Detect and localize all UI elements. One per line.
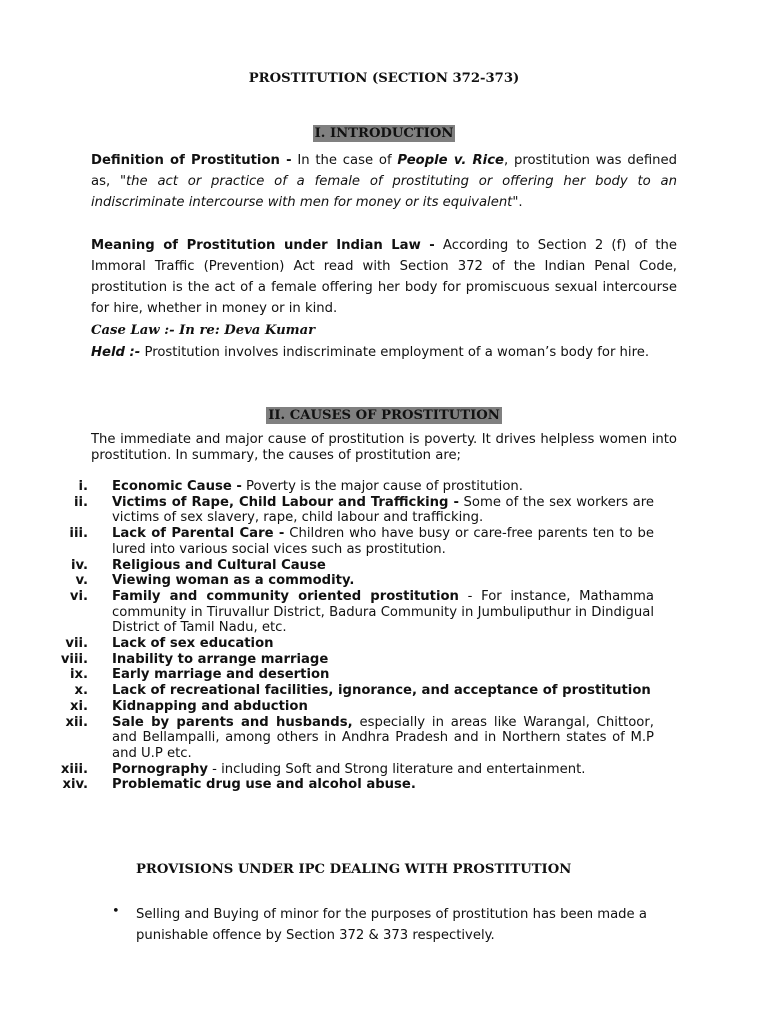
cause-title: Religious and Cultural Cause xyxy=(112,557,326,573)
cause-item xyxy=(0,652,768,668)
cause-title: Lack of sex education xyxy=(112,636,274,652)
section-heading-label: II. CAUSES OF PROSTITUTION xyxy=(268,408,500,423)
cause-number: viii. xyxy=(60,651,88,667)
cause-number: xi. xyxy=(69,698,88,714)
cause-title: Family and community oriented prostitution xyxy=(112,588,459,604)
cause-item xyxy=(0,777,768,793)
cause-number: vi. xyxy=(69,588,88,604)
causes-intro: The immediate and major cause of prostitution is poverty. It drives helpless women into prostitution. In summary, the causes of prostitution are; xyxy=(91,432,677,463)
held-text: Prostitution involves indiscriminate employment of a woman’s body for hire. xyxy=(140,345,650,360)
definition-mid: , prostitution was defined as, " xyxy=(91,153,677,189)
cause-number: x. xyxy=(74,683,88,699)
cause-title: Victims of Rape, Child Labour and Trafficking - xyxy=(112,494,459,510)
cause-item xyxy=(0,636,768,652)
cause-title: Viewing woman as a commodity. xyxy=(112,573,355,589)
case-name: People v. Rice xyxy=(397,153,504,168)
cause-title: Inability to arrange marriage xyxy=(112,651,329,667)
cause-title: Economic Cause - xyxy=(112,479,242,494)
definition-paragraph xyxy=(91,150,677,213)
provision-text: Selling and Buying of minor for the purposes of prostitution has been made a punishable offence by Section 372 & 373 respectively. xyxy=(136,907,647,943)
cause-number: iii. xyxy=(69,526,88,542)
cause-item xyxy=(0,573,768,589)
cause-number: xiii. xyxy=(60,761,88,777)
cause-item xyxy=(0,558,768,574)
cause-item xyxy=(0,589,768,636)
definition-quote: the act or practice of a female of prostituting or offering her body to an indiscriminate intercourse with men for money or its equivalent xyxy=(91,174,677,210)
definition-label: Definition of Prostitution - xyxy=(91,153,292,168)
held-paragraph xyxy=(91,342,677,363)
meaning-label: Meaning of Prostitution under Indian Law - xyxy=(91,238,435,253)
cause-text: - including Soft and Strong literature and entertainment. xyxy=(207,761,586,777)
causes-list xyxy=(0,479,768,793)
cause-text: Poverty is the major cause of prostitution. xyxy=(241,479,523,494)
cause-item xyxy=(0,683,768,699)
provision-bullet-item xyxy=(112,904,677,946)
cause-number: ix. xyxy=(69,667,88,683)
case-law-label: Case Law :- In re: Deva Kumar xyxy=(91,323,316,338)
cause-number: v. xyxy=(75,573,88,589)
ipc-provisions-heading: PROVISIONS UNDER IPC DEALING WITH PROSTITUTION xyxy=(136,862,572,877)
section-heading-label: I. INTRODUCTION xyxy=(314,126,454,141)
cause-item xyxy=(0,479,768,495)
section-heading-introduction xyxy=(0,126,768,141)
cause-text: especially in areas like Warangal, Chittoor, and Bellampalli, among others in Andhra Pradesh and in Northern states of M.P and U.P etc. xyxy=(112,714,654,761)
cause-title: Pornography xyxy=(112,761,208,777)
meaning-paragraph xyxy=(91,235,677,319)
document-title: PROSTITUTION (SECTION 372-373) xyxy=(248,71,520,86)
meaning-text: According to Section 2 (f) of the Immoral Traffic (Prevention) Act read with Section 372 of the Indian Penal Code, prostitution is the act of a female offering her body for promiscuous sexual intercourse for hire, whether in money or in kind. xyxy=(91,238,677,316)
cause-number: iv. xyxy=(70,557,88,573)
cause-title: Lack of Parental Care - xyxy=(112,526,285,542)
cause-title: Kidnapping and abduction xyxy=(112,698,308,714)
cause-number: i. xyxy=(78,479,88,494)
cause-title: Lack of recreational facilities, ignorance, and acceptance of prostitution xyxy=(112,683,651,699)
cause-title: Sale by parents and husbands, xyxy=(112,714,353,730)
cause-text: Some of the sex workers are victims of sex slavery, rape, child labour and trafficking. xyxy=(112,494,654,526)
cause-item xyxy=(0,667,768,683)
cause-text: - For instance, Mathamma community in Tiruvallur District, Badura Community in Jumbuliputhur in Dindigual District of Tamil Nadu, etc. xyxy=(112,588,654,636)
cause-number: vii. xyxy=(65,636,88,652)
cause-text: Children who have busy or care-free parents ten to be lured into various social vices such as prostitution. xyxy=(112,526,654,557)
cause-item xyxy=(0,495,768,526)
cause-title: Problematic drug use and alcohol abuse. xyxy=(112,777,416,793)
held-label: Held :- xyxy=(91,345,141,360)
cause-item xyxy=(0,526,768,557)
cause-item xyxy=(0,762,768,778)
cause-item xyxy=(0,699,768,715)
cause-number: ii. xyxy=(73,494,88,510)
definition-post: ". xyxy=(512,195,523,210)
bullet-dot-icon: • xyxy=(112,904,120,919)
case-law-line xyxy=(91,320,677,341)
cause-title: Early marriage and desertion xyxy=(112,667,330,683)
definition-pre: In the case of xyxy=(291,153,398,168)
cause-item xyxy=(0,715,768,762)
section-heading-causes xyxy=(0,408,768,423)
cause-number: xiv. xyxy=(62,777,88,793)
cause-number: xii. xyxy=(65,714,88,730)
